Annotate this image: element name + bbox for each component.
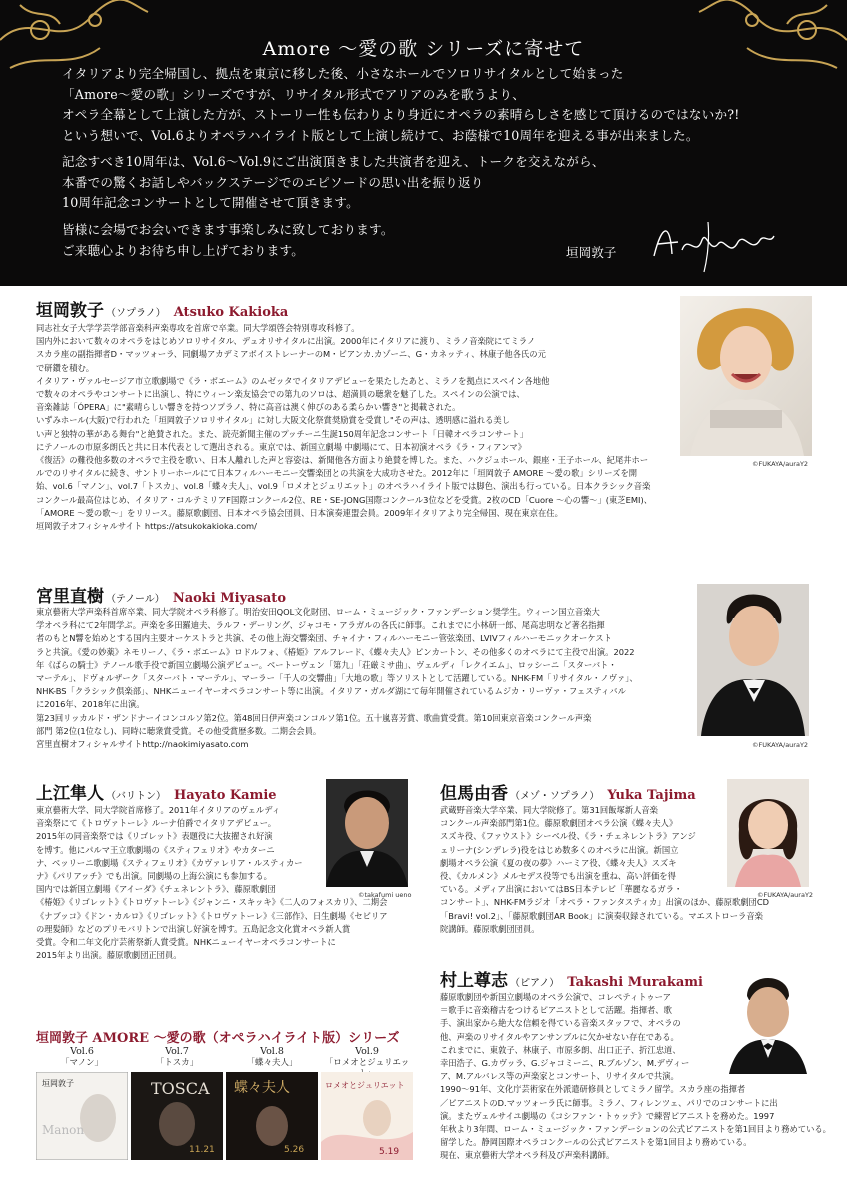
bio-line: ルでのリサイタルに続き、サントリーホールにて日本フィルハーモニー交響楽団との共演を大成功させた。2012年に「垣岡敦子 AMORE ～愛の歌」シリーズを開 bbox=[36, 468, 638, 479]
bio-line: 役、《カルメン》メルセデス役等でも出演を重ね、高い評価を得 bbox=[440, 871, 676, 882]
bio-line: スカラ座の副指揮者D・マッツォーラ、同劇場アカデミアボイストレーナーのM・ビアンカ.カゾーニ、G・カネッティ、林康子他各氏の元 bbox=[36, 349, 546, 360]
poster-subtitle: 「トスカ」 bbox=[155, 1058, 199, 1068]
series-title: 垣岡敦子 AMORE ～愛の歌（オペラハイライト版）シリーズ bbox=[36, 1031, 400, 1046]
text-line: ご来聴心よりお待ち申し上げております。 bbox=[62, 242, 305, 258]
bio-line: ナ、ベッリーニ歌劇場《スティフェリオ》《カヴァレリア・ルスティカー bbox=[36, 857, 303, 868]
performer-role: （ピアノ） bbox=[510, 978, 560, 989]
bio-line: ＝歌手に音楽稽古をつけるピアニストとして活躍。指揮者、歌 bbox=[440, 1005, 672, 1016]
performer-name-en: Hayato Kamie bbox=[174, 788, 277, 803]
bio-line: 「AMORE ～愛の歌～」をリリース。藤原歌劇団、日本オペラ協会団員、日本演奏連盟会員。2009年イタリアより完全帰国、現在東京在住。 bbox=[36, 507, 563, 518]
bio-line: で研鑽を積む。 bbox=[36, 362, 95, 373]
poster-vol6 bbox=[36, 1046, 128, 1160]
bio-line: で数々のオペラやコンサートに出演し、特にウィーン楽友協会での第九のソロは、超満員の聴衆を魅了した。スペインの公演では、 bbox=[36, 389, 525, 400]
greeting-paragraph-1 bbox=[62, 64, 822, 146]
bio-line: ナ》《パリアッチ》でも出演。同劇場の上海公演にも参加する。 bbox=[36, 871, 272, 882]
message-header bbox=[0, 0, 847, 286]
bio-line: 第23回リッカルド・ザンドナーイコンコルソ第2位。第48回日伊声楽コンコルソ第1位。五十嵐喜芳賞、歌曲賞受賞。第10回東京音楽コンクール声楽 bbox=[36, 712, 592, 723]
text-line: 10周年記念コンサートとして開催させて頂きます。 bbox=[62, 195, 359, 210]
bio-line: NHK-BS「クラシック倶楽部」、NHKニューイヤーオペラコンサート等に出演。イタリア・ガルダ湖にて毎年開催されているムジカ・リーヴァ・フェスティバル bbox=[36, 686, 626, 697]
text-line: 記念すべき10周年は、Vol.6～Vol.9にご出演頂きました共演者を迎え、トークを交えながら、 bbox=[62, 154, 605, 169]
signature-name: 垣岡敦子 bbox=[566, 245, 617, 260]
poster-img-word: 5.19 bbox=[379, 1147, 400, 1157]
photo-credit: ©FUKAYA/auraY2 bbox=[752, 460, 809, 468]
performer-heading-kakioka bbox=[36, 296, 288, 321]
bio-line: ／ピアニストのD.マッツォーラ氏に師事。ミラノ、フィレンツェ、パリでのコンサートに出 bbox=[440, 1097, 778, 1108]
bio-line: に2016年、2018年に出演。 bbox=[36, 699, 145, 710]
bio-line: 演。またヴェルサイユ劇場の《コシファン・トゥッテ》で練習ピアニストを務めた。1997 bbox=[440, 1110, 775, 1121]
greeting-paragraph-2 bbox=[62, 152, 822, 214]
bio-line: イタリア・ヴァルセージア市立歌劇場で《ラ・ボエーム》のムゼッタでイタリアデビューを果たしたあと、ミラノを拠点にスペイン各地他 bbox=[36, 375, 550, 386]
photo-credit: ©FUKAYA/auraY2 bbox=[752, 741, 809, 749]
performer-role: （メゾ・ソプラノ） bbox=[510, 791, 600, 802]
bio-line: 「Bravi! vol.2」、「藤原歌劇団AR Book」に演奏収録されている。マエストローラ音楽 bbox=[440, 910, 763, 921]
text-line: オペラ全幕として上演した方が、ストーリー性も伝わりより身近にオペラの素晴らしさを感じて頂けるのではないか?! bbox=[62, 107, 740, 122]
bio-line: 《復活》の難役他多数のオペラで主役を歌い、日本人離れした声と容姿は、新聞他各方面より絶賛を博した。また、ハクジュホール、銀座・王子ホール、紀尾井ホー bbox=[36, 455, 649, 466]
performer-name: 上江隼人 bbox=[36, 784, 104, 804]
performer-heading-kamie bbox=[36, 779, 277, 804]
bio-line: 同志社女子大学学芸学部音楽科声楽専攻を首席で卒業。同大学頌啓会特別専攻科修了。 bbox=[36, 323, 360, 333]
bio-line: 他、声楽のリサイタルやアンサンブルに欠かせない存在である。 bbox=[440, 1031, 679, 1042]
poster-image bbox=[36, 1072, 128, 1160]
poster-subtitle: 「ロメオとジュリエッ bbox=[324, 1058, 410, 1068]
bio-line: コンクール声楽部門第1位。藤原歌劇団オペラ公演《蝶々夫人》 bbox=[440, 818, 678, 829]
bio-line: 宮里直樹オフィシャルサイトhttp://naokimiyasato.com bbox=[36, 739, 249, 750]
performer-name: 宮里直樹 bbox=[36, 587, 104, 607]
bio-line: 年《ばらの騎士》テノール歌手役で新国立劇場公演デビュー。ベートーヴェン「第九」「荘厳ミサ曲」、ヴェルディ「レクイエム」、ロッシーニ「スターバト・ bbox=[36, 659, 617, 670]
bio-line: 《椿姫》《リゴレット》《トロヴァトーレ》《ジャンニ・スキッキ》《二人のフォスカリ》、二期会 bbox=[36, 897, 388, 908]
poster-image bbox=[131, 1072, 223, 1160]
poster-image bbox=[226, 1072, 318, 1160]
bio-line: ラと共演。《愛の妙薬》ネモリーノ、《ラ・ボエーム》ロドルフォ、《椿姫》アルフレード、《蝶々夫人》ピンカートン、その他多くのオペラにて主役で出演。2022 bbox=[36, 646, 635, 657]
poster-vol-label: Vol.7 bbox=[165, 1046, 189, 1057]
page-title: Amore ～愛の歌 シリーズに寄せて bbox=[262, 38, 585, 60]
performer-role: （テノール） bbox=[106, 594, 165, 605]
bio-line: 垣岡敦子オフィシャルサイト https://atsukokakioka.com/ bbox=[36, 521, 257, 532]
text-line: イタリアより完全帰国し、拠点を東京に移した後、小さなホールでソロリサイタルとして始まった bbox=[62, 66, 624, 81]
poster-vol8 bbox=[226, 1046, 318, 1160]
text-line: 本番での驚くお話しやバックステージでのエピソードの思い出を振り返り bbox=[62, 174, 484, 190]
bio-line: 部門 第2位(1位なし)、同時に聴衆賞受賞。その他受賞歴多数。二期会会員。 bbox=[36, 725, 322, 736]
performer-name-en: Yuka Tajima bbox=[607, 788, 696, 803]
bio-line: を博す。他にパルマ王立歌劇場の《スティフェリオ》やカターニ bbox=[36, 844, 275, 855]
performer-bio-kakioka bbox=[36, 322, 652, 533]
performer-name: 垣岡敦子 bbox=[36, 301, 104, 321]
performer-name-en: Naoki Miyasato bbox=[172, 591, 286, 606]
text-line: という想いで、Vol.6よりオペラハイライト版として上演し続けて、お蔭様で10周年を迎える事が出来ました。 bbox=[62, 127, 699, 143]
performer-photo-murakami bbox=[727, 966, 809, 1074]
poster-subtitle: 「マノン」 bbox=[61, 1058, 103, 1068]
poster-img-word: 11.21 bbox=[189, 1145, 215, 1155]
performer-heading-murakami bbox=[440, 966, 703, 991]
poster-img-word: 5.26 bbox=[284, 1145, 305, 1155]
performer-heading-tajima bbox=[440, 779, 696, 804]
bio-line: ている。メディア出演においてはBS日本テレビ「華麗なるガラ・ bbox=[440, 884, 683, 895]
performer-name: 但馬由香 bbox=[440, 784, 508, 804]
bio-line: 藤原歌劇団や新国立劇場のオペラ公演で、コレペティトゥーア bbox=[440, 992, 671, 1002]
bio-line: 2015年より出演。藤原歌劇団正団員。 bbox=[36, 950, 182, 961]
bio-line: 手、演出家から絶大な信頼を得ている音楽スタッフで、オペラの bbox=[440, 1018, 681, 1029]
poster-subtitle: 「蝶々夫人」 bbox=[246, 1058, 298, 1068]
bio-line: 年秋より3年間、ローム・ミュージック・ファンデーションの公式ピアニストを第1回目より務めている。 bbox=[440, 1124, 831, 1135]
bio-line: 音楽祭にて《トロヴァトーレ》ルーナ伯爵でイタリアデビュー。 bbox=[36, 818, 277, 829]
bio-line: 音楽雑誌「ÓPERA」に"素晴らしい響きを持つソプラノ、特に高音は澳く伸びのある柔らかい響き"と掲載された。 bbox=[36, 402, 461, 413]
photo-credit: ©FUKAYA/auraY2 bbox=[757, 891, 814, 899]
performer-name: 村上尊志 bbox=[440, 971, 508, 991]
text-line: 「Amore～愛の歌」シリーズですが、リサイタル形式でアリアのみを歌うより、 bbox=[62, 86, 526, 102]
performer-photo-tajima bbox=[727, 779, 809, 887]
poster-image bbox=[321, 1072, 413, 1160]
bio-line: の理髪師》などのプリモバリトンで出演し好演を博す。五島記念文化賞オペラ新人賞 bbox=[36, 923, 351, 934]
bio-line: 現在、東京藝術大学オペラ科及び声楽科講師。 bbox=[440, 1150, 615, 1161]
bio-line: スズキ役、《ファウスト》シーベル役、《ラ・チェネレントラ》アンジ bbox=[440, 831, 696, 842]
bio-line: 幸田浩子、G.カヴッラ、G.ジャコミーニ、R.ブルゾン、M.デヴィー bbox=[440, 1058, 690, 1069]
performer-bio-tajima bbox=[440, 804, 769, 936]
bio-line: 劇場オペラ公演《夏の夜の夢》ハーミア役、《蝶々夫人》スズキ bbox=[440, 857, 677, 868]
performer-role: （ソプラノ） bbox=[106, 308, 166, 319]
performer-photo-miyasato bbox=[697, 584, 809, 736]
bio-line: ェリーナ(シンデレラ)役をはじめ数多くのオペラに出演。新国立 bbox=[440, 844, 679, 855]
performer-name-en: Atsuko Kakioka bbox=[173, 305, 289, 320]
poster-vol-label: Vol.8 bbox=[260, 1046, 284, 1057]
performer-photo-kakioka bbox=[680, 296, 812, 456]
performer-photo-kamie bbox=[326, 779, 408, 887]
poster-img-word: Manon bbox=[42, 1123, 85, 1137]
performer-role: （バリトン） bbox=[106, 791, 166, 802]
bio-line: にテノールの市原多朗氏と共に日本代表として選出される。東京では、新国立劇場 中劇場にて、日本初演オペラ《ラ・フィアンマ》 bbox=[36, 441, 527, 452]
bio-line: 2015年の同音楽祭では《リゴレット》表題役に大抜擢され好演 bbox=[36, 831, 273, 842]
text-line: 皆様に会場でお会いできます事楽しみに致しております。 bbox=[62, 222, 394, 237]
bio-line: 国内では新国立劇場《アイーダ》《チェネレントラ》、藤原歌劇団 bbox=[36, 884, 276, 895]
poster-img-title: ロメオとジュリエット bbox=[325, 1081, 405, 1090]
bio-line: 始、vol.6「マノン」、vol.7「トスカ」、vol.8「蝶々夫人」、vol.9「ロメオとジュリエット」のオペラハイライト版では脚色、演出も行っている。日本クラシック音楽 bbox=[36, 481, 651, 492]
bio-line: コンクール最高位はじめ、イタリア・コルテミリアF国際コンクール2位、RE・SE-JONG国際コンクール3位などを受賞。2枚のCD「Cuore ～心の響～」(東芝EMI)、 bbox=[36, 494, 652, 505]
photo-credit: ©takafumi ueno bbox=[358, 891, 412, 899]
bio-line: 学オペラ科にて2年間学ぶ。声楽を多田羅迪夫、ラルフ・デーリング、ジャコモ・アラガルの各氏に師事。これまでに小林研一郎、尾高忠明など著名指揮 bbox=[36, 620, 605, 631]
performer-heading-miyasato bbox=[36, 582, 286, 607]
bio-line: 院講師。藤原歌劇団団員。 bbox=[440, 923, 540, 934]
bio-line: 《ナブッコ》《ドン・カルロ》《リゴレット》《トロヴァトーレ》《三部作》、日生劇場《セビリア bbox=[36, 910, 388, 921]
bio-line: 受賞。令和二年文化庁芸術祭新人賞受賞。NHKニューイヤーオペラコンサートに bbox=[36, 937, 336, 948]
bio-line: マーテル」、ドヴォルザーク「スターバト・マーテル」、マーラー「千人の交響曲」「大地の歌」等ソリストとして活躍している。NHK-FM「リサイタル・ノヴァ」、 bbox=[36, 673, 638, 684]
performer-bio-miyasato bbox=[36, 606, 638, 751]
bio-line: コンサート」、NHK-FMラジオ「オペラ・ファンタスティカ」出演のほか、藤原歌劇団CD bbox=[440, 897, 770, 908]
bio-line: いずみホール(大阪)で行われた「垣岡敦子ソロリサイタル」に対し大阪文化祭賞奨励賞を受賞し"その声は、透明感に溢れる美し bbox=[36, 415, 511, 426]
bio-line: 国内外において数々のオペラをはじめソロリサイタル、デュオリサイタルに出演。2000年にイタリアに渡り、ミラノ音楽院にてミラノ bbox=[36, 336, 536, 347]
poster-vol9 bbox=[321, 1046, 413, 1160]
bio-line: い声と独特の華がある舞台"と絶賛された。また、読売新聞主催のプッチーニ生誕150周年記念コンサート「日韓オペラコンサート」 bbox=[36, 428, 528, 439]
poster-img-title: TOSCA bbox=[151, 1079, 210, 1098]
bio-line: 者のもとN響を始めとする国内主要オーケストラと共演、その他上海交響楽団、チャイナ・フィルハーモニー管弦楽団、LVIVフィルハーモニックオーケスト bbox=[36, 633, 612, 644]
poster-vol-label: Vol.6 bbox=[70, 1046, 94, 1057]
poster-img-title: 蝶々夫人 bbox=[234, 1080, 290, 1096]
bio-line: 武蔵野音楽大学卒業、同大学院修了。第31回飯塚新人音楽 bbox=[440, 805, 658, 815]
performer-name-en: Takashi Murakami bbox=[567, 975, 703, 990]
poster-img-title: 垣岡敦子 bbox=[42, 1079, 74, 1088]
bio-line: 東京藝術大学声楽科首席卒業、同大学院オペラ科修了。明治安田QOL文化財団、ローム・ミュージック・ファンデーション奨学生。ウィーン国立音楽大 bbox=[36, 607, 600, 617]
bio-line: ア、M.アルバレス等の声楽家とコンサート、リサイタルで共演。 bbox=[440, 1071, 679, 1082]
bio-line: 留学した。静岡国際オペラコンクールの公式ピアニストを第1回目より務めている。 bbox=[440, 1137, 752, 1148]
poster-vol-label: Vol.9 bbox=[355, 1046, 379, 1057]
bio-line: 東京藝術大学、同大学院首席修了。2011年イタリアのヴェルディ bbox=[36, 805, 281, 815]
handwritten-signature bbox=[648, 214, 778, 274]
poster-vol7 bbox=[131, 1046, 223, 1160]
bio-line: これまでに、東敦子、林康子、市原多朗、出口正子、折江忠道、 bbox=[440, 1044, 681, 1055]
bio-line: 1990～91年、文化庁芸術家在外派遣研修員としてミラノ留学。スカラ座の指揮者 bbox=[440, 1084, 746, 1095]
